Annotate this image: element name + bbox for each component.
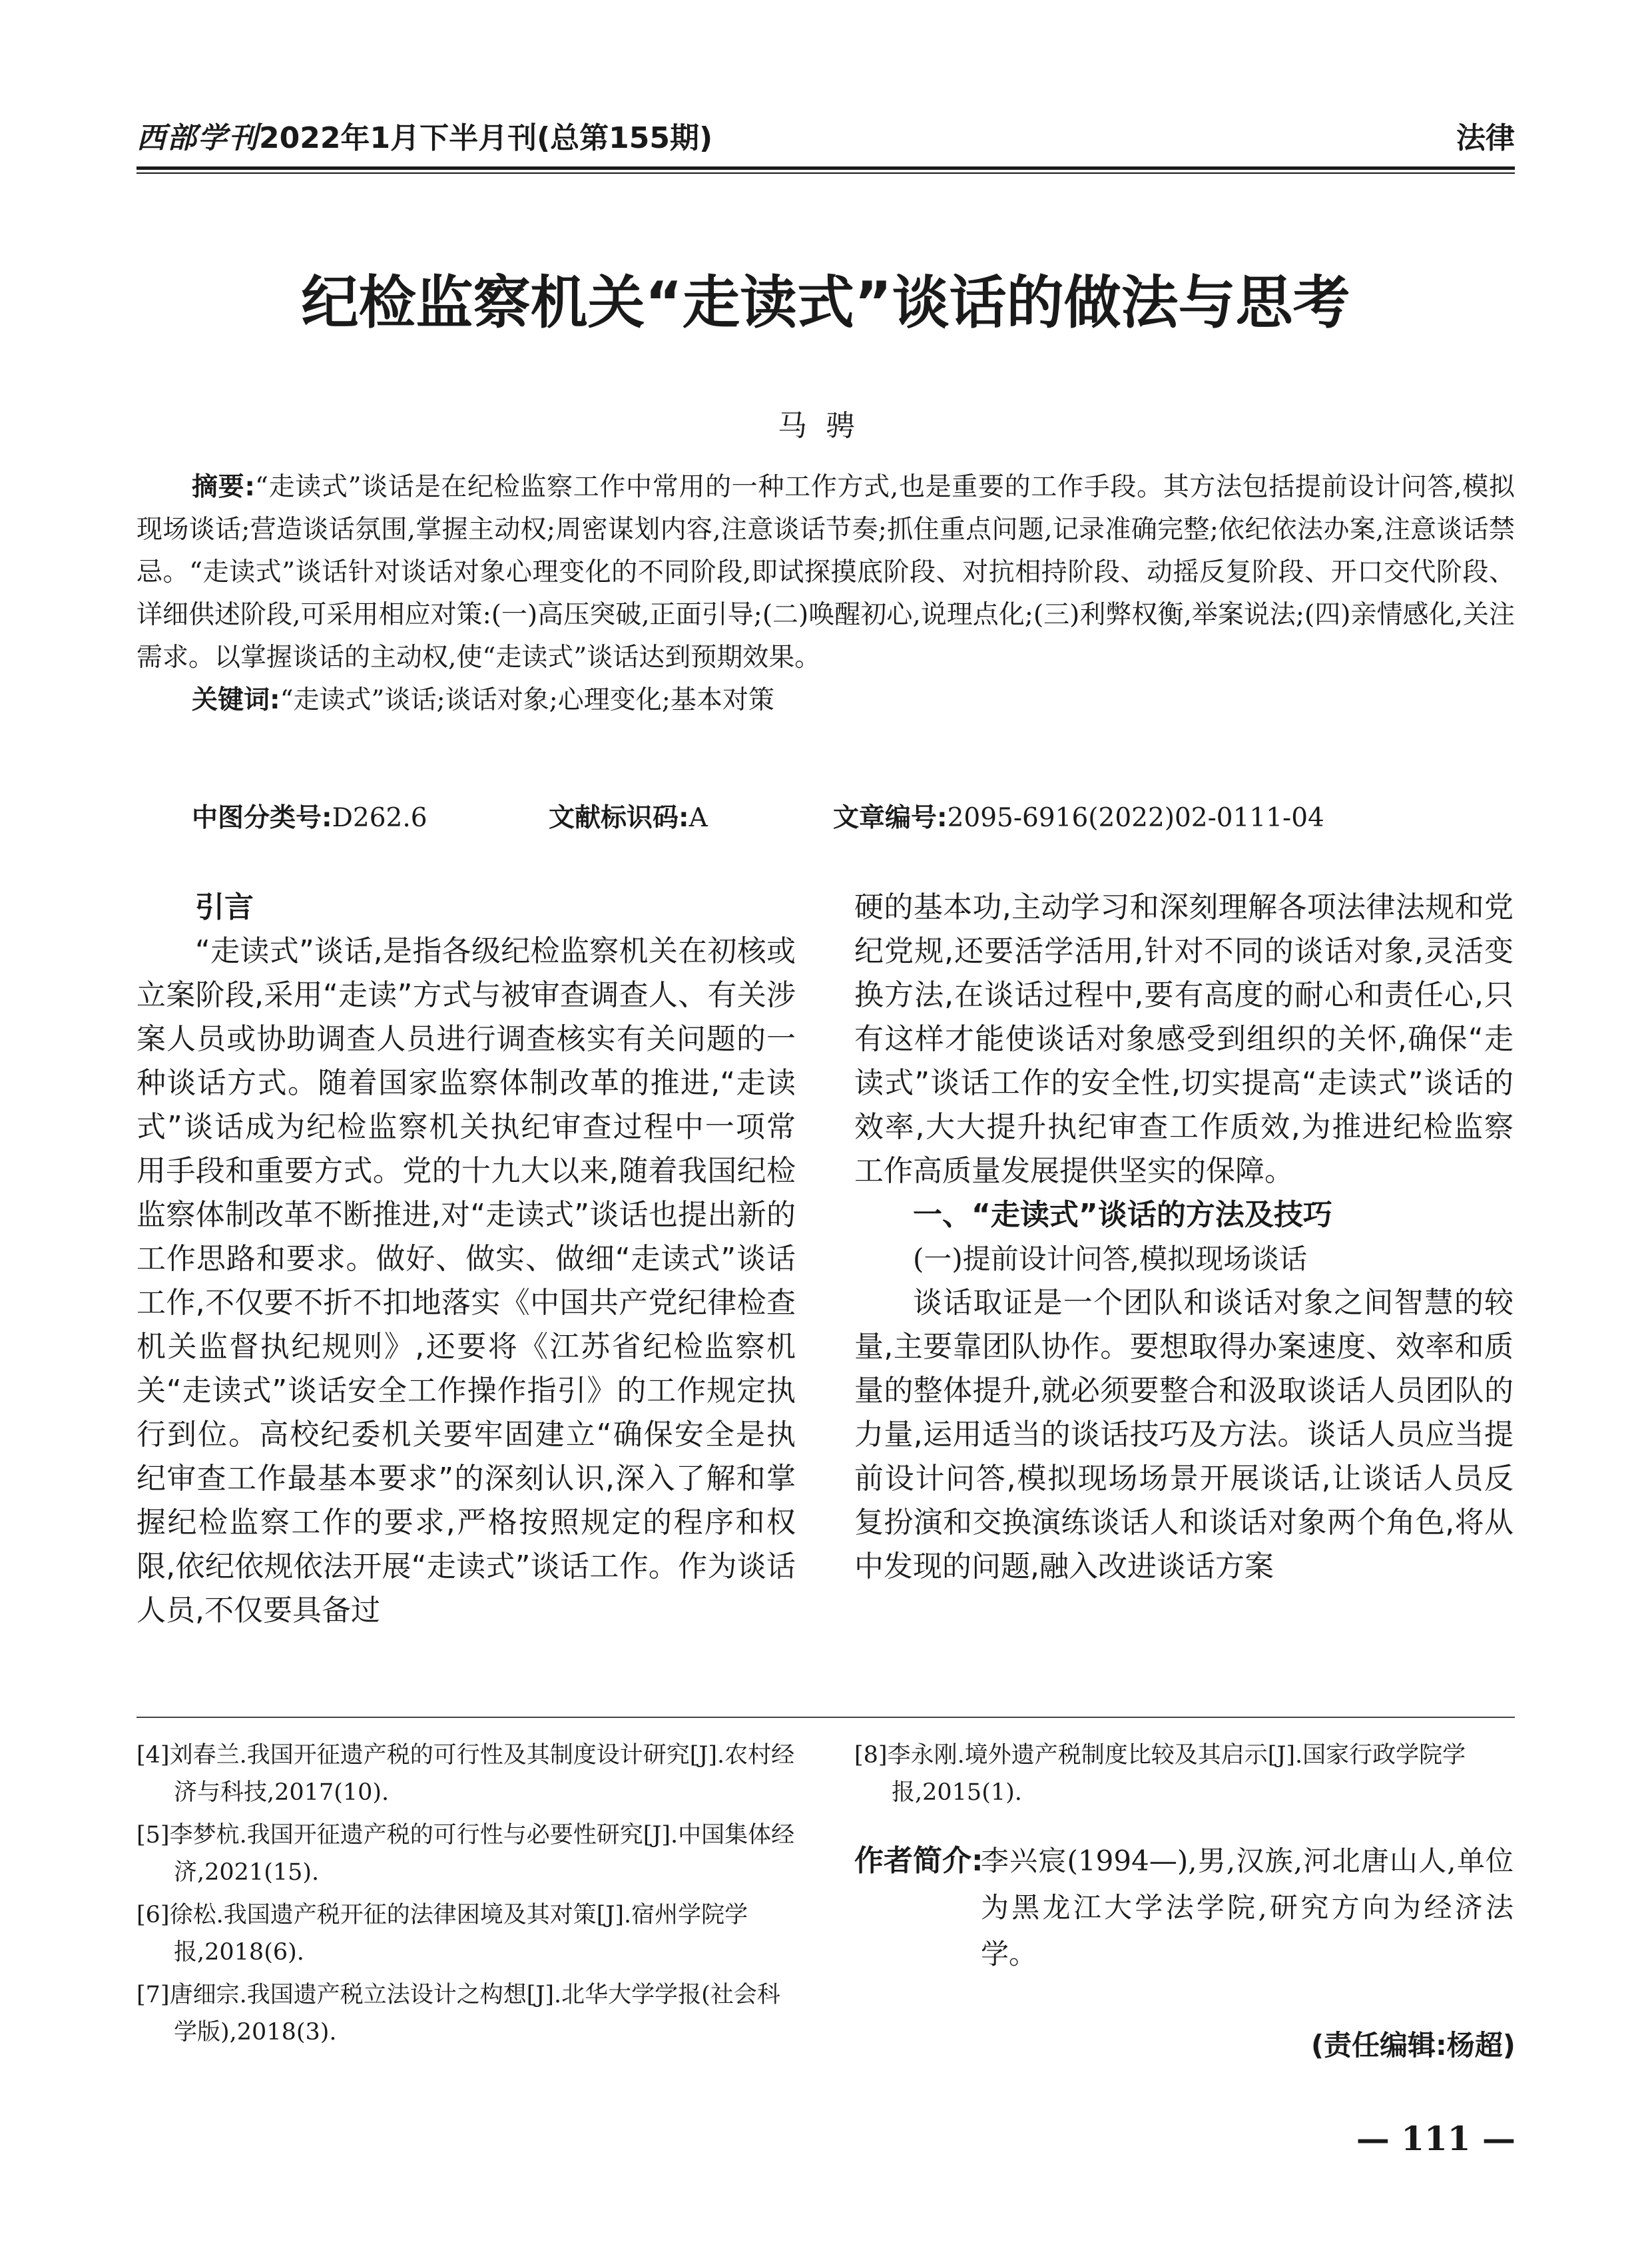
keywords [137, 679, 1515, 722]
journal-name [137, 120, 712, 157]
section-heading: 一、“走读式”谈话的方法及技巧 [913, 1198, 1332, 1232]
responsible-editor: (责任编辑:杨超) [1310, 2029, 1515, 2062]
reference-item: [6]徐松.我国遗产税开征的法律困境及其对策[J].宿州学院学报,2018(6). [137, 1902, 748, 1966]
section-label: 法律 [1456, 121, 1515, 155]
keywords-text: “走读式”谈话;谈话对象;心理变化;基本对策 [280, 685, 774, 715]
article-number-label: 文章编号: [833, 803, 948, 833]
clc-value: D262.6 [332, 803, 427, 833]
article-number-value: 2095-6916(2022)02-0111-04 [947, 803, 1324, 833]
document-code-value: A [688, 803, 708, 833]
article-number [833, 797, 1324, 840]
intro-heading: 引言 [195, 890, 254, 924]
references-right [854, 1737, 1514, 1817]
author-bio [854, 1838, 1514, 1978]
clc-label: 中图分类号: [192, 803, 332, 833]
subsection-paragraph: 谈话取证是一个团队和谈话对象之间智慧的较量,主要靠团队协作。要想取得办案速度、效率和质量的整体提升,就必须要整合和汲取谈话人员团队的力量,运用适当的谈话技巧及方法。谈话人员应当提前设计问答,模拟现场场景开展谈话,让谈话人员反复扮演和交换演练谈话人和谈话对象两个角色,将从中发现的问题,融入改进谈话方案 [854, 1286, 1514, 1583]
journal-logo: 西部学刊 [137, 121, 259, 155]
keywords-label: 关键词: [192, 685, 280, 715]
reference-item: [4]刘春兰.我国开征遗产税的可行性及其制度设计研究[J].农村经济与科技,2017(10). [137, 1742, 795, 1806]
clc-number [192, 797, 427, 840]
body-column-left [137, 886, 796, 1633]
continued-paragraph: 硬的基本功,主动学习和深刻理解各项法律法规和党纪党规,还要活学活用,针对不同的谈话对象,灵活变换方法,在谈话过程中,要有高度的耐心和责任心,只有这样才能使谈话对象感受到组织的关怀,确保“走读式”谈话工作的安全性,切实提高“走读式”谈话的效率,大大提升执纪审查工作质效,为推进纪检监察工作高质量发展提供坚实的保障。 [854, 890, 1514, 1188]
references-left [137, 1737, 802, 2056]
running-header [137, 120, 1515, 160]
header-rule [137, 166, 1515, 170]
abstract [137, 466, 1515, 679]
body-column-right [854, 886, 1514, 1589]
abstract-block [137, 466, 1515, 722]
author-bio-text: 李兴宸(1994—),男,汉族,河北唐山人,单位为黑龙江大学法学院,研究方向为经济法学。 [981, 1844, 1514, 1970]
page-number: — 111 — [1356, 2119, 1515, 2158]
abstract-label: 摘要: [192, 472, 255, 502]
intro-paragraph: “走读式”谈话,是指各级纪检监察机关在初核或立案阶段,采用“走读”方式与被审查调查人、有关涉案人员或协助调查人员进行调查核实有关问题的一种谈话方式。随着国家监察体制改革的推进,“走读式”谈话成为纪检监察机关执纪审查过程中一项常用手段和重要方式。党的十九大以来,随着我国纪检监察体制改革不断推进,对“走读式”谈话也提出新的工作思路和要求。做好、做实、做细“走读式”谈话工作,不仅要不折不扣地落实《中国共产党纪律检查机关监督执纪规则》,还要将《江苏省纪检监察机关“走读式”谈话安全工作操作指引》的工作规定执行到位。高校纪委机关要牢固建立“确保安全是执纪审查工作最基本要求”的深刻认识,深入了解和掌握纪检监察工作的要求,严格按照规定的程序和权限,依纪依规依法开展“走读式”谈话工作。作为谈话人员,不仅要具备过 [137, 934, 796, 1627]
author-bio-label: 作者简介: [854, 1844, 983, 1878]
reference-item: [8]李永刚.境外遗产税制度比较及其启示[J].国家行政学院学报,2015(1). [854, 1742, 1466, 1806]
classification-line [192, 797, 1517, 840]
footnote-rule [137, 1717, 1515, 1718]
article-author: 马骋 [778, 409, 874, 443]
journal-issue: 2022年1月下半月刊(总第155期) [259, 121, 713, 155]
header-rule-thin [137, 172, 1515, 174]
subsection-heading: (一)提前设计问答,模拟现场谈话 [913, 1243, 1308, 1275]
abstract-text: “走读式”谈话是在纪检监察工作中常用的一种工作方式,也是重要的工作手段。其方法包括提前设计问答,模拟现场谈话;营造谈话氛围,掌握主动权;周密谋划内容,注意谈话节奏;抓住重点问题,记录准确完整;依纪依法办案,注意谈话禁忌。“走读式”谈话针对谈话对象心理变化的不同阶段,即试探摸底阶段、对抗相持阶段、动摇反复阶段、开口交代阶段、详细供述阶段,可采用相应对策:(一)高压突破,正面引导;(二)唤醒初心,说理点化;(三)利弊权衡,举案说法;(四)亲情感化,关注需求。以掌握谈话的主动权,使“走读式”谈话达到预期效果。 [137, 472, 1515, 673]
document-code-label: 文献标识码: [549, 803, 689, 833]
reference-item: [5]李梦杭.我国开征遗产税的可行性与必要性研究[J].中国集体经济,2021(15). [137, 1822, 795, 1886]
article-title: 纪检监察机关“走读式”谈话的做法与思考 [301, 270, 1350, 336]
document-code [549, 797, 708, 840]
reference-item: [7]唐细宗.我国遗产税立法设计之构想[J].北华大学学报(社会科学版),2018(3). [137, 1982, 780, 2046]
